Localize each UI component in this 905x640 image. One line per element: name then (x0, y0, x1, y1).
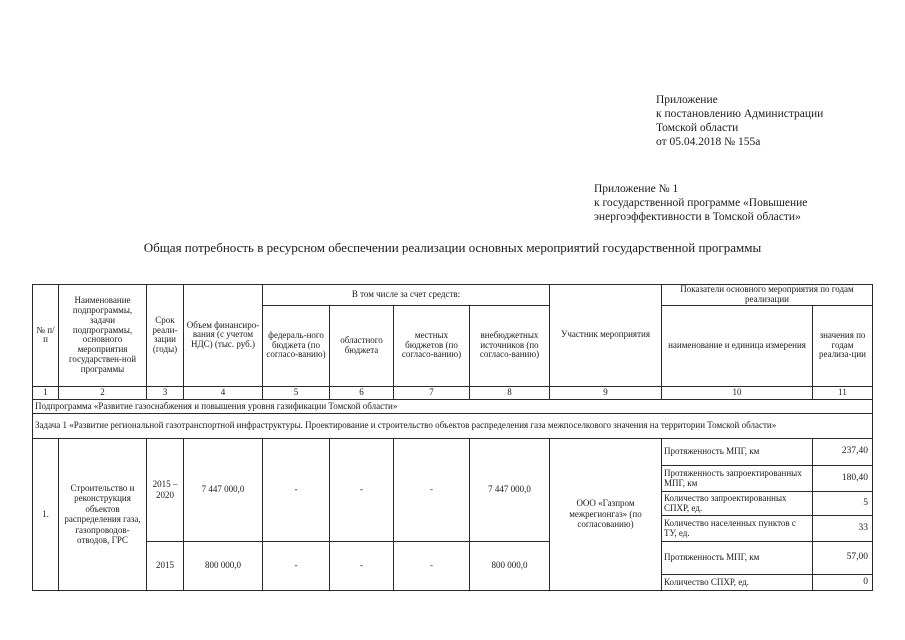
header-local: местных бюджетов (по согласо-ванию) (394, 305, 470, 386)
col-number: 4 (184, 386, 263, 399)
col-number: 8 (470, 386, 550, 399)
appendix1-line: к государственной программе «Повышение (594, 197, 808, 209)
activity-name: Строительство и реконструкция объектов распределения газа, газопроводов-отводов, ГРС (59, 438, 147, 590)
header-volume: Объем финансиро-вания (с учетом НДС) (тыс. руб.) (184, 285, 263, 387)
col-number: 10 (662, 386, 813, 399)
appendix-header (656, 93, 823, 149)
header-term: Срок реали-зации (годы) (147, 285, 184, 387)
appendix1-line: энергоэффективности в Томской области» (594, 211, 801, 223)
local-cell: - (394, 438, 470, 541)
regional-cell: - (330, 541, 394, 590)
col-number: 9 (550, 386, 662, 399)
header-participant: Участник мероприятия (550, 285, 662, 387)
extrabudget-cell: 7 447 000,0 (470, 438, 550, 541)
col-number: 6 (330, 386, 394, 399)
appendix-line: к постановлению Администрации (656, 108, 824, 120)
header-including: В том числе за счет средств: (263, 285, 550, 306)
col-number: 1 (33, 386, 59, 399)
col-number: 7 (394, 386, 470, 399)
appendix1-line: Приложение № 1 (594, 183, 679, 195)
header-regional: областного бюджета (330, 305, 394, 386)
indicator-value: 5 (813, 491, 873, 515)
row-number: 1. (33, 438, 59, 590)
regional-cell: - (330, 438, 394, 541)
header-name: Наименование подпрограммы, задачи подпрограммы, основного мероприятия государствен-ной программы (59, 285, 147, 387)
header-federal: федераль-ного бюджета (по согласо-ванию) (263, 305, 330, 386)
header-num: № п/п (33, 285, 59, 387)
extrabudget-cell: 800 000,0 (470, 541, 550, 590)
header-extrabudget: внебюджетных источников (по согласо-ванию) (470, 305, 550, 386)
federal-cell: - (263, 541, 330, 590)
appendix1-header (594, 182, 807, 224)
indicator-name: Количество населенных пунктов с ТУ, ед. (662, 515, 813, 541)
indicator-value: 237,40 (813, 438, 873, 465)
term-cell: 2015 (147, 541, 184, 590)
indicator-name: Количество запроектированных СПХР, ед. (662, 491, 813, 515)
indicator-name: Протяженность МПГ, км (662, 541, 813, 574)
col-number: 11 (813, 386, 873, 399)
volume-cell: 7 447 000,0 (184, 438, 263, 541)
indicator-value: 0 (813, 574, 873, 590)
indicator-name: Количество СПХР, ед. (662, 574, 813, 590)
indicator-value: 33 (813, 515, 873, 541)
appendix-line: Томской области (656, 122, 739, 134)
volume-cell: 800 000,0 (184, 541, 263, 590)
local-cell: - (394, 541, 470, 590)
header-indicators: Показатели основного мероприятия по годам реализации (662, 285, 873, 306)
document-title: Общая потребность в ресурсном обеспечении реализации основных мероприятий государственной программы (143, 240, 762, 255)
resource-table (32, 284, 873, 591)
task-row: Задача 1 «Развитие региональной газотранспортной инфраструктуры. Проектирование и строительство объектов распределения газа межпоселкового значения на территории Томской области» (33, 413, 873, 438)
federal-cell: - (263, 438, 330, 541)
col-number: 5 (263, 386, 330, 399)
appendix-line: Приложение (656, 94, 718, 106)
participant-cell: ООО «Газпром межрегионгаз» (по согласованию) (550, 438, 662, 590)
col-number: 2 (59, 386, 147, 399)
header-indicator-value: значения по годам реализа-ции (813, 305, 873, 386)
col-number: 3 (147, 386, 184, 399)
appendix-line: от 05.04.2018 № 155а (656, 136, 761, 148)
indicator-name: Протяженность запроектированных МПГ, км (662, 465, 813, 491)
subprogram-row: Подпрограмма «Развитие газоснабжения и повышения уровня газификации Томской области» (33, 399, 873, 413)
indicator-name: Протяженность МПГ, км (662, 438, 813, 465)
header-indicator-name: наименование и единица измерения (662, 305, 813, 386)
term-cell: 2015 – 2020 (147, 438, 184, 541)
indicator-value: 57,00 (813, 541, 873, 574)
indicator-value: 180,40 (813, 465, 873, 491)
